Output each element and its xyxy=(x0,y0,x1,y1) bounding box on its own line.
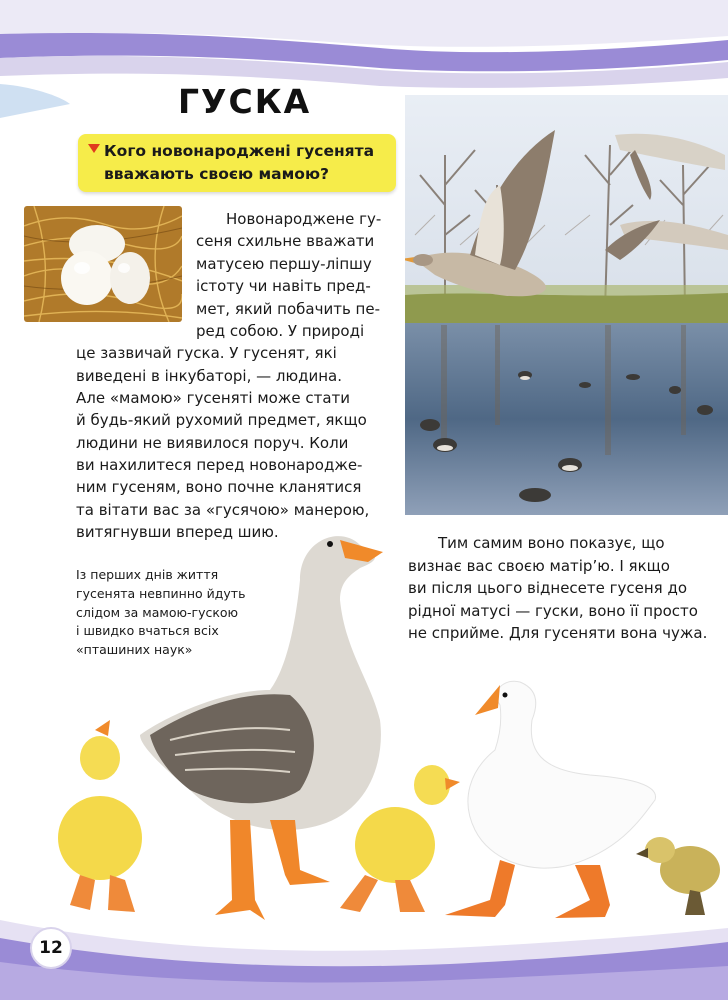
text-line: Тим самим воно показує, що xyxy=(438,534,665,552)
text-line: рідної матусі — гуски, воно її просто xyxy=(408,601,698,620)
text-line: не сприйме. Для гусеняти вона чужа. xyxy=(408,624,708,643)
text-line: людини не виявилося поруч. Коли xyxy=(76,434,349,452)
text-line: й будь-який рухомий предмет, якщо xyxy=(76,411,367,429)
page-title: ГУСКА xyxy=(178,82,312,121)
text-line: це зазвичай гуска. У гусенят, які xyxy=(76,344,337,362)
geese-lake-photo xyxy=(405,95,728,515)
question-banner xyxy=(78,134,396,192)
text-line: матусею першу-ліпшу xyxy=(196,255,372,273)
text-line: ви нахилитеся перед новонароджe- xyxy=(76,456,363,474)
text-line: та вітати вас за «гусячою» манерою, xyxy=(76,501,370,519)
text-line: ним гусеням, воно почне кланятися xyxy=(76,478,362,496)
text-line: сеня схильне вважати xyxy=(196,232,375,250)
triangle-bullet-icon xyxy=(88,144,100,153)
text-line: істоту чи навіть пред- xyxy=(196,277,371,295)
question-line: Кого новонароджені гусенята xyxy=(104,142,375,160)
text-line: визнає вас своєю матір’ю. І якщо xyxy=(408,556,670,575)
text-line: Новонароджене гу- xyxy=(226,210,382,228)
caption-line: «пташиних наук» xyxy=(76,642,193,658)
text-line: витягнувши вперед шию. xyxy=(76,523,279,541)
question-line: вважають своєю мамою? xyxy=(104,165,330,183)
eggs-in-nest-image xyxy=(24,206,182,322)
caption-line: слідом за мамою-гускою xyxy=(76,604,239,620)
text-line: мет, який побачить пе- xyxy=(196,300,380,318)
question-text xyxy=(104,140,394,186)
text-line: виведені в інкубаторі, — людина. xyxy=(76,367,342,385)
goose-and-goslings-illustration xyxy=(0,520,728,940)
text-line: ви після цього віднесете гусеня до xyxy=(408,579,688,598)
page-number-badge: 12 xyxy=(30,927,72,969)
caption-line: Із перших днів життя xyxy=(76,567,219,582)
caption-line: гусенята невпинно йдуть xyxy=(76,585,246,601)
text-line: Але «мамою» гусеняті може стати xyxy=(76,389,350,407)
text-line: ред собою. У природі xyxy=(196,322,365,340)
caption-line: і швидко вчаться всіх xyxy=(76,623,219,639)
